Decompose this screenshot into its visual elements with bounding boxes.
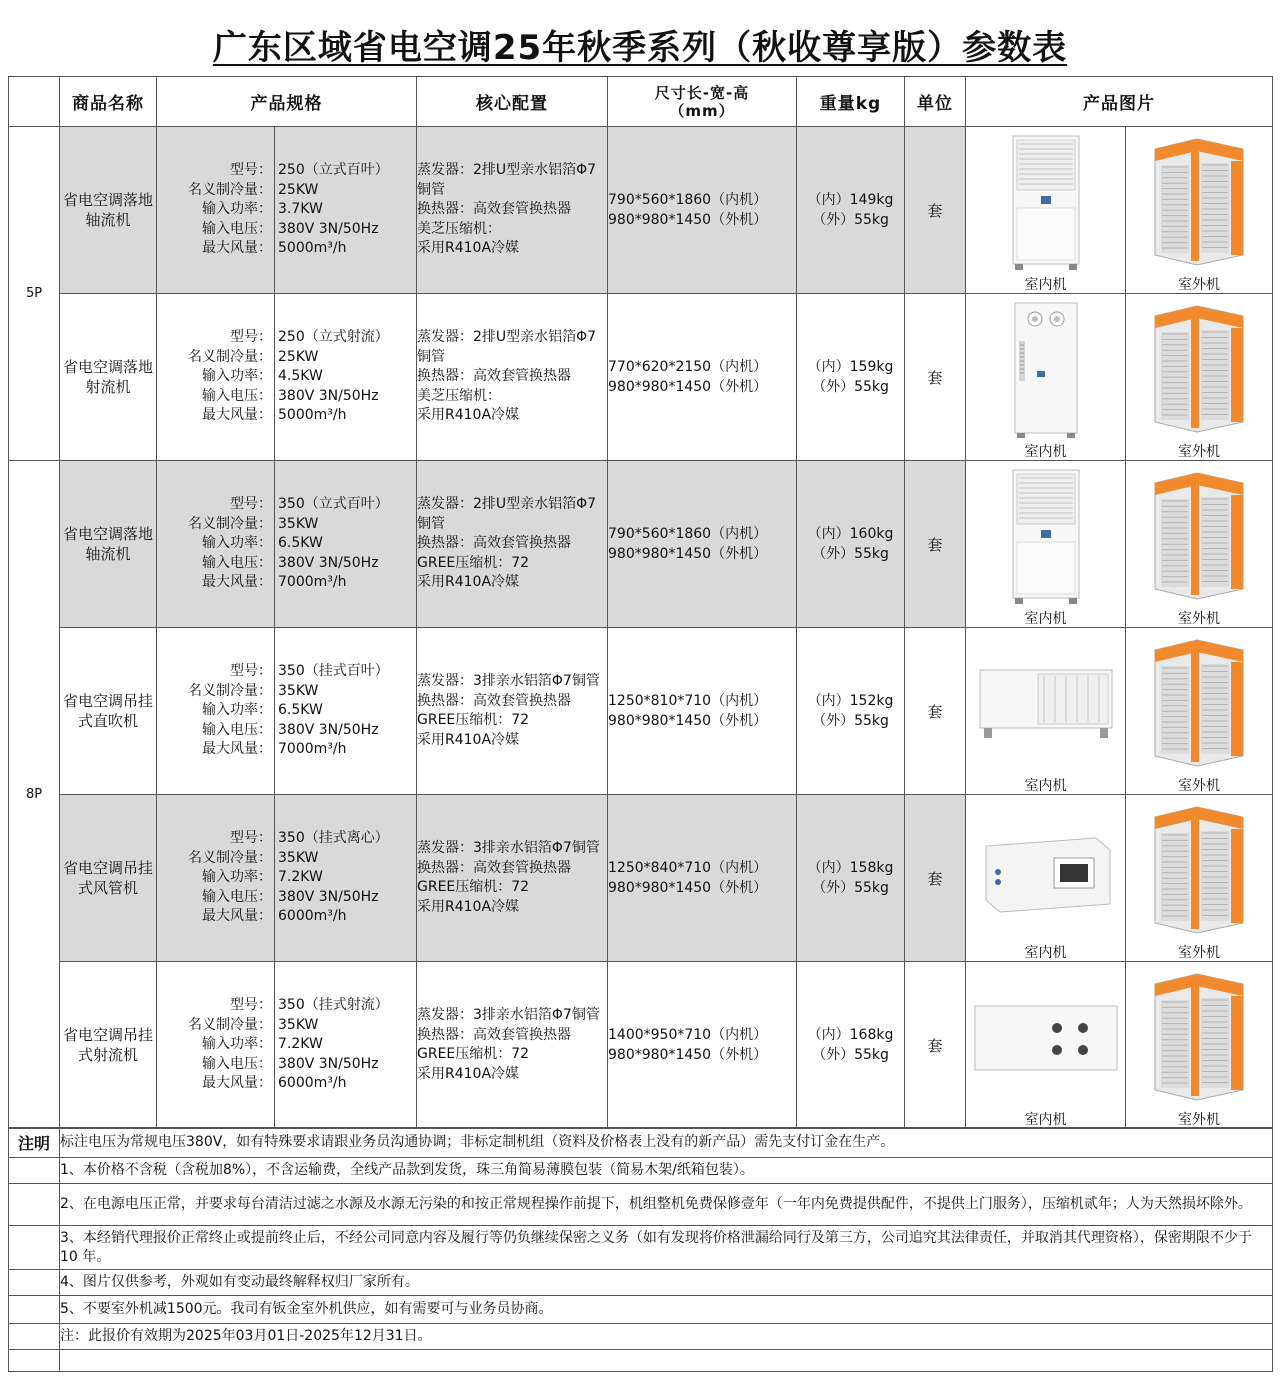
spec-values <box>275 461 417 628</box>
note-blank <box>9 1296 60 1324</box>
indoor-image-cell <box>966 628 1126 795</box>
dimensions <box>608 461 797 628</box>
spec-label: 输入功率： <box>202 869 272 886</box>
specs-line: 380V 3N/50Hz <box>278 888 379 905</box>
unit: 套 <box>905 628 966 795</box>
specs-line: 350（挂式射流） <box>278 997 389 1014</box>
spec-values <box>275 294 417 461</box>
core-line: GREE压缩机：72 <box>417 712 530 728</box>
core-line: 换热器：高效套管换热器 <box>417 201 571 218</box>
outdoor-unit-icon <box>1126 465 1272 609</box>
product-name: 省电空调落地射流机 <box>60 294 157 461</box>
indoor-caption: 室内机 <box>1024 611 1067 627</box>
unit: 套 <box>905 127 966 294</box>
notes-table <box>8 1127 1273 1372</box>
unit: 套 <box>905 795 966 962</box>
core-line: 换热器：高效套管换热器 <box>417 1026 571 1043</box>
dim-line: 980*980*1450（外机） <box>608 713 768 729</box>
product-name: 省电空调吊挂式射流机 <box>60 962 157 1129</box>
weight-line: （外）55kg <box>812 379 889 395</box>
spec-label: 输入电压： <box>202 888 272 905</box>
spec-label: 输入电压： <box>202 1055 272 1072</box>
spec-label: 输入功率： <box>202 368 272 385</box>
core-config <box>417 127 608 294</box>
indoor-caption: 室内机 <box>1024 945 1067 961</box>
specs-line: 25KW <box>278 181 319 198</box>
core-config <box>417 795 608 962</box>
weight <box>797 962 905 1129</box>
dim-line: 980*980*1450（外机） <box>608 880 768 896</box>
specs-line: 5000m³/h <box>278 240 347 257</box>
weight-line: （外）55kg <box>812 713 889 729</box>
outdoor-caption: 室外机 <box>1178 444 1220 460</box>
spec-labels <box>157 628 275 795</box>
dim-line: 980*980*1450（外机） <box>608 546 768 562</box>
weight-line: （内）158kg <box>807 860 894 876</box>
dim-line: 790*560*1860（内机） <box>608 192 768 208</box>
note-blank <box>9 1184 60 1226</box>
specs-line: 3.7KW <box>278 201 323 218</box>
dim-line: 980*980*1450（外机） <box>608 212 768 228</box>
specs-line: 7.2KW <box>278 1036 323 1053</box>
indoor-caption: 室内机 <box>1024 444 1067 460</box>
spec-label: 最大风量： <box>202 240 272 257</box>
unit: 套 <box>905 294 966 461</box>
dimensions <box>608 962 797 1129</box>
spec-labels <box>157 127 275 294</box>
header-weight: 重量kg <box>797 77 905 127</box>
core-config <box>417 962 608 1129</box>
spec-values <box>275 795 417 962</box>
note-text: 注：此报价有效期为2025年03月01日-2025年12月31日。 <box>60 1324 1273 1350</box>
outdoor-unit-icon <box>1126 298 1272 442</box>
spec-label: 名义制冷量： <box>188 181 272 198</box>
floor-jet-unit-icon <box>966 298 1125 442</box>
specs-line: 35KW <box>278 682 319 699</box>
weight <box>797 294 905 461</box>
spec-label: 最大风量： <box>202 1075 272 1092</box>
core-line: 换热器：高效套管换热器 <box>417 859 571 876</box>
indoor-caption: 室内机 <box>1024 778 1067 794</box>
floor-louver-unit-icon <box>966 465 1125 609</box>
hanging-louver-unit-icon <box>966 632 1125 776</box>
core-config <box>417 628 608 795</box>
group-8p: 8P <box>9 461 60 1129</box>
specs-line: 6.5KW <box>278 535 323 552</box>
outdoor-caption: 室外机 <box>1178 611 1220 627</box>
specs-line: 250（立式百叶） <box>278 162 389 179</box>
dimensions <box>608 127 797 294</box>
core-line: 采用R410A冷媒 <box>417 731 520 748</box>
note-row <box>9 1226 1273 1270</box>
specs-line: 7.2KW <box>278 869 323 886</box>
dim-line: 770*620*2150（内机） <box>608 359 768 375</box>
dim-line: 1400*950*710（内机） <box>608 1027 768 1043</box>
weight-line: （内）160kg <box>807 526 894 542</box>
specs-line: 7000m³/h <box>278 574 347 591</box>
spec-values <box>275 962 417 1129</box>
specs-line: 350（挂式离心） <box>278 830 389 847</box>
hanging-jet-unit-icon <box>966 966 1125 1110</box>
header-unit: 单位 <box>905 77 966 127</box>
indoor-image-cell <box>966 127 1126 294</box>
outdoor-image-cell <box>1126 795 1273 962</box>
header-image: 产品图片 <box>966 77 1273 127</box>
core-line: 蒸发器：2排U型亲水铝箔Φ7铜管 <box>417 496 597 532</box>
weight-line: （外）55kg <box>812 212 889 228</box>
note-blank <box>9 1270 60 1296</box>
note-text: 2、在电源电压正常，并要求每台清洁过滤之水源及水源无污染的和按正常规程操作前提下，机组整机免费保修壹年（一年内免费提供配件，不提供上门服务），压缩机贰年；人为天然损坏除外。 <box>60 1184 1273 1226</box>
product-name: 省电空调吊挂式直吹机 <box>60 628 157 795</box>
spec-label: 输入功率： <box>202 201 272 218</box>
header-dim: 尺寸长-宽-高 （mm） <box>608 77 797 127</box>
specs-line: 380V 3N/50Hz <box>278 220 379 237</box>
product-row <box>9 294 1273 461</box>
core-line: 换热器：高效套管换热器 <box>417 368 571 385</box>
product-name: 省电空调落地轴流机 <box>60 461 157 628</box>
specs-line: 380V 3N/50Hz <box>278 721 379 738</box>
spec-label: 输入电压： <box>202 387 272 404</box>
spec-label: 名义制冷量： <box>188 682 272 699</box>
outdoor-unit-icon <box>1126 966 1272 1110</box>
spec-label: 输入电压： <box>202 554 272 571</box>
spec-labels <box>157 962 275 1129</box>
specs-line: 380V 3N/50Hz <box>278 1055 379 1072</box>
spec-label: 最大风量： <box>202 407 272 424</box>
outdoor-caption: 室外机 <box>1178 1112 1220 1128</box>
product-row <box>9 795 1273 962</box>
dim-line: 1250*840*710（内机） <box>608 860 768 876</box>
outdoor-image-cell <box>1126 127 1273 294</box>
core-line: GREE压缩机：72 <box>417 1046 530 1062</box>
header-name: 商品名称 <box>60 77 157 127</box>
unit: 套 <box>905 461 966 628</box>
note-text: 标注电压为常规电压380V，如有特殊要求请跟业务员沟通协调；非标定制机组（资料及价格表上没有的新产品）需先支付订金在生产。 <box>60 1128 1273 1158</box>
spec-label: 型号： <box>230 162 272 179</box>
spec-label: 名义制冷量： <box>188 849 272 866</box>
dimensions <box>608 294 797 461</box>
core-line: 蒸发器：2排U型亲水铝箔Φ7铜管 <box>417 162 597 198</box>
weight <box>797 628 905 795</box>
product-row <box>9 962 1273 1129</box>
spec-label: 输入电压： <box>202 721 272 738</box>
weight-line: （内）159kg <box>807 359 894 375</box>
outdoor-image-cell <box>1126 628 1273 795</box>
core-line: 采用R410A冷媒 <box>417 574 520 591</box>
core-line: 蒸发器：3排亲水铝箔Φ7铜管 <box>417 1007 600 1023</box>
note-row-empty <box>9 1350 1273 1372</box>
note-text: 4、图片仅供参考，外观如有变动最终解释权归厂家所有。 <box>60 1270 1273 1296</box>
dim-line: 980*980*1450（外机） <box>608 379 768 395</box>
core-line: GREE压缩机：72 <box>417 554 530 571</box>
weight-line: （外）55kg <box>812 1047 889 1063</box>
spec-values <box>275 628 417 795</box>
dim-line: 1250*810*710（内机） <box>608 693 768 709</box>
core-config <box>417 294 608 461</box>
spec-label: 最大风量： <box>202 574 272 591</box>
specs-line: 35KW <box>278 515 319 532</box>
note-row <box>9 1184 1273 1226</box>
note-blank <box>9 1350 60 1372</box>
note-text: 3、本经销代理报价正常终止或提前终止后，不经公司同意内容及履行等仍负继续保密之义务（如有发现将价格泄漏给同行及第三方，公司追究其法律责任，并取消其代理资格），保密期限不少于 10 年。 <box>60 1226 1273 1270</box>
specs-line: 6.5KW <box>278 702 323 719</box>
product-name: 省电空调落地轴流机 <box>60 127 157 294</box>
spec-label: 输入功率： <box>202 535 272 552</box>
hanging-duct-unit-icon <box>966 799 1125 943</box>
indoor-caption: 室内机 <box>1024 277 1067 293</box>
dim-line: 980*980*1450（外机） <box>608 1047 768 1063</box>
core-line: 美芝压缩机： <box>417 220 501 237</box>
note-blank <box>9 1324 60 1350</box>
core-line: 换热器：高效套管换热器 <box>417 692 571 709</box>
weight-line: （内）152kg <box>807 693 894 709</box>
page-title: 广东区域省电空调25年秋季系列（秋收尊享版）参数表 <box>212 28 1068 68</box>
note-row <box>9 1296 1273 1324</box>
header-spec: 产品规格 <box>157 77 417 127</box>
header-core: 核心配置 <box>417 77 608 127</box>
spec-label: 型号： <box>230 830 272 847</box>
product-row <box>9 127 1273 294</box>
product-row <box>9 461 1273 628</box>
outdoor-caption: 室外机 <box>1178 945 1220 961</box>
spec-label: 名义制冷量： <box>188 515 272 532</box>
core-line: 采用R410A冷媒 <box>417 407 520 424</box>
specs-line: 25KW <box>278 348 319 365</box>
core-line: 蒸发器：2排U型亲水铝箔Φ7铜管 <box>417 329 597 365</box>
note-blank <box>60 1350 1273 1372</box>
note-row <box>9 1158 1273 1184</box>
indoor-image-cell <box>966 294 1126 461</box>
outdoor-unit-icon <box>1126 131 1272 275</box>
core-line: 换热器：高效套管换热器 <box>417 535 571 552</box>
note-blank <box>9 1158 60 1184</box>
core-line: 蒸发器：3排亲水铝箔Φ7铜管 <box>417 673 600 689</box>
weight-line: （外）55kg <box>812 880 889 896</box>
spec-label: 型号： <box>230 997 272 1014</box>
core-line: 美芝压缩机： <box>417 387 501 404</box>
spec-labels <box>157 294 275 461</box>
outdoor-image-cell <box>1126 294 1273 461</box>
spec-label: 型号： <box>230 329 272 346</box>
core-line: GREE压缩机：72 <box>417 879 530 895</box>
outdoor-image-cell <box>1126 461 1273 628</box>
outdoor-unit-icon <box>1126 632 1272 776</box>
specs-line: 350（挂式百叶） <box>278 663 389 680</box>
spec-label: 最大风量： <box>202 741 272 758</box>
weight-line: （内）168kg <box>807 1027 894 1043</box>
note-blank <box>9 1226 60 1270</box>
product-row <box>9 628 1273 795</box>
specs-line: 5000m³/h <box>278 407 347 424</box>
spec-label: 名义制冷量： <box>188 1016 272 1033</box>
spec-label: 输入功率： <box>202 702 272 719</box>
header-blank <box>9 77 60 127</box>
weight <box>797 461 905 628</box>
specs-line: 6000m³/h <box>278 908 347 925</box>
spec-labels <box>157 461 275 628</box>
unit: 套 <box>905 962 966 1129</box>
weight <box>797 795 905 962</box>
specs-line: 380V 3N/50Hz <box>278 554 379 571</box>
outdoor-caption: 室外机 <box>1178 778 1220 794</box>
specs-line: 350（立式百叶） <box>278 496 389 513</box>
dimensions <box>608 628 797 795</box>
indoor-caption: 室内机 <box>1024 1112 1067 1128</box>
weight-line: （内）149kg <box>807 192 894 208</box>
outdoor-unit-icon <box>1126 799 1272 943</box>
specs-line: 6000m³/h <box>278 1075 347 1092</box>
note-row <box>9 1128 1273 1158</box>
core-config <box>417 461 608 628</box>
spec-label: 型号： <box>230 663 272 680</box>
spec-values <box>275 127 417 294</box>
core-line: 采用R410A冷媒 <box>417 240 520 257</box>
specs-line: 35KW <box>278 1016 319 1033</box>
product-name: 省电空调吊挂式风管机 <box>60 795 157 962</box>
product-rows <box>8 126 1273 1129</box>
spec-label: 最大风量： <box>202 908 272 925</box>
specs-line: 250（立式射流） <box>278 329 389 346</box>
specs-line: 4.5KW <box>278 368 323 385</box>
note-row <box>9 1324 1273 1350</box>
specs-line: 35KW <box>278 849 319 866</box>
note-row <box>9 1270 1273 1296</box>
spec-label: 输入功率： <box>202 1036 272 1053</box>
weight <box>797 127 905 294</box>
group-5p: 5P <box>9 127 60 461</box>
spec-label: 名义制冷量： <box>188 348 272 365</box>
note-text: 5、不要室外机减1500元。我司有钣金室外机供应，如有需要可与业务员协商。 <box>60 1296 1273 1324</box>
note-text: 1、本价格不含税（含税加8%），不含运输费，全线产品款到发货，珠三角简易薄膜包装（简易木架/纸箱包装）。 <box>60 1158 1273 1184</box>
indoor-image-cell <box>966 962 1126 1129</box>
indoor-image-cell <box>966 795 1126 962</box>
outdoor-image-cell <box>1126 962 1273 1129</box>
spec-label: 型号： <box>230 496 272 513</box>
floor-louver-unit-icon <box>966 131 1125 275</box>
spec-label: 输入电压： <box>202 220 272 237</box>
core-line: 蒸发器：3排亲水铝箔Φ7铜管 <box>417 840 600 856</box>
notes-label: 注明 <box>9 1128 60 1158</box>
dimensions <box>608 795 797 962</box>
specs-line: 7000m³/h <box>278 741 347 758</box>
spec-labels <box>157 795 275 962</box>
core-line: 采用R410A冷媒 <box>417 898 520 915</box>
indoor-image-cell <box>966 461 1126 628</box>
weight-line: （外）55kg <box>812 546 889 562</box>
dim-line: 790*560*1860（内机） <box>608 526 768 542</box>
parameter-table <box>8 76 1273 127</box>
header-row <box>9 77 1273 127</box>
specs-line: 380V 3N/50Hz <box>278 387 379 404</box>
outdoor-caption: 室外机 <box>1178 277 1220 293</box>
core-line: 采用R410A冷媒 <box>417 1065 520 1082</box>
